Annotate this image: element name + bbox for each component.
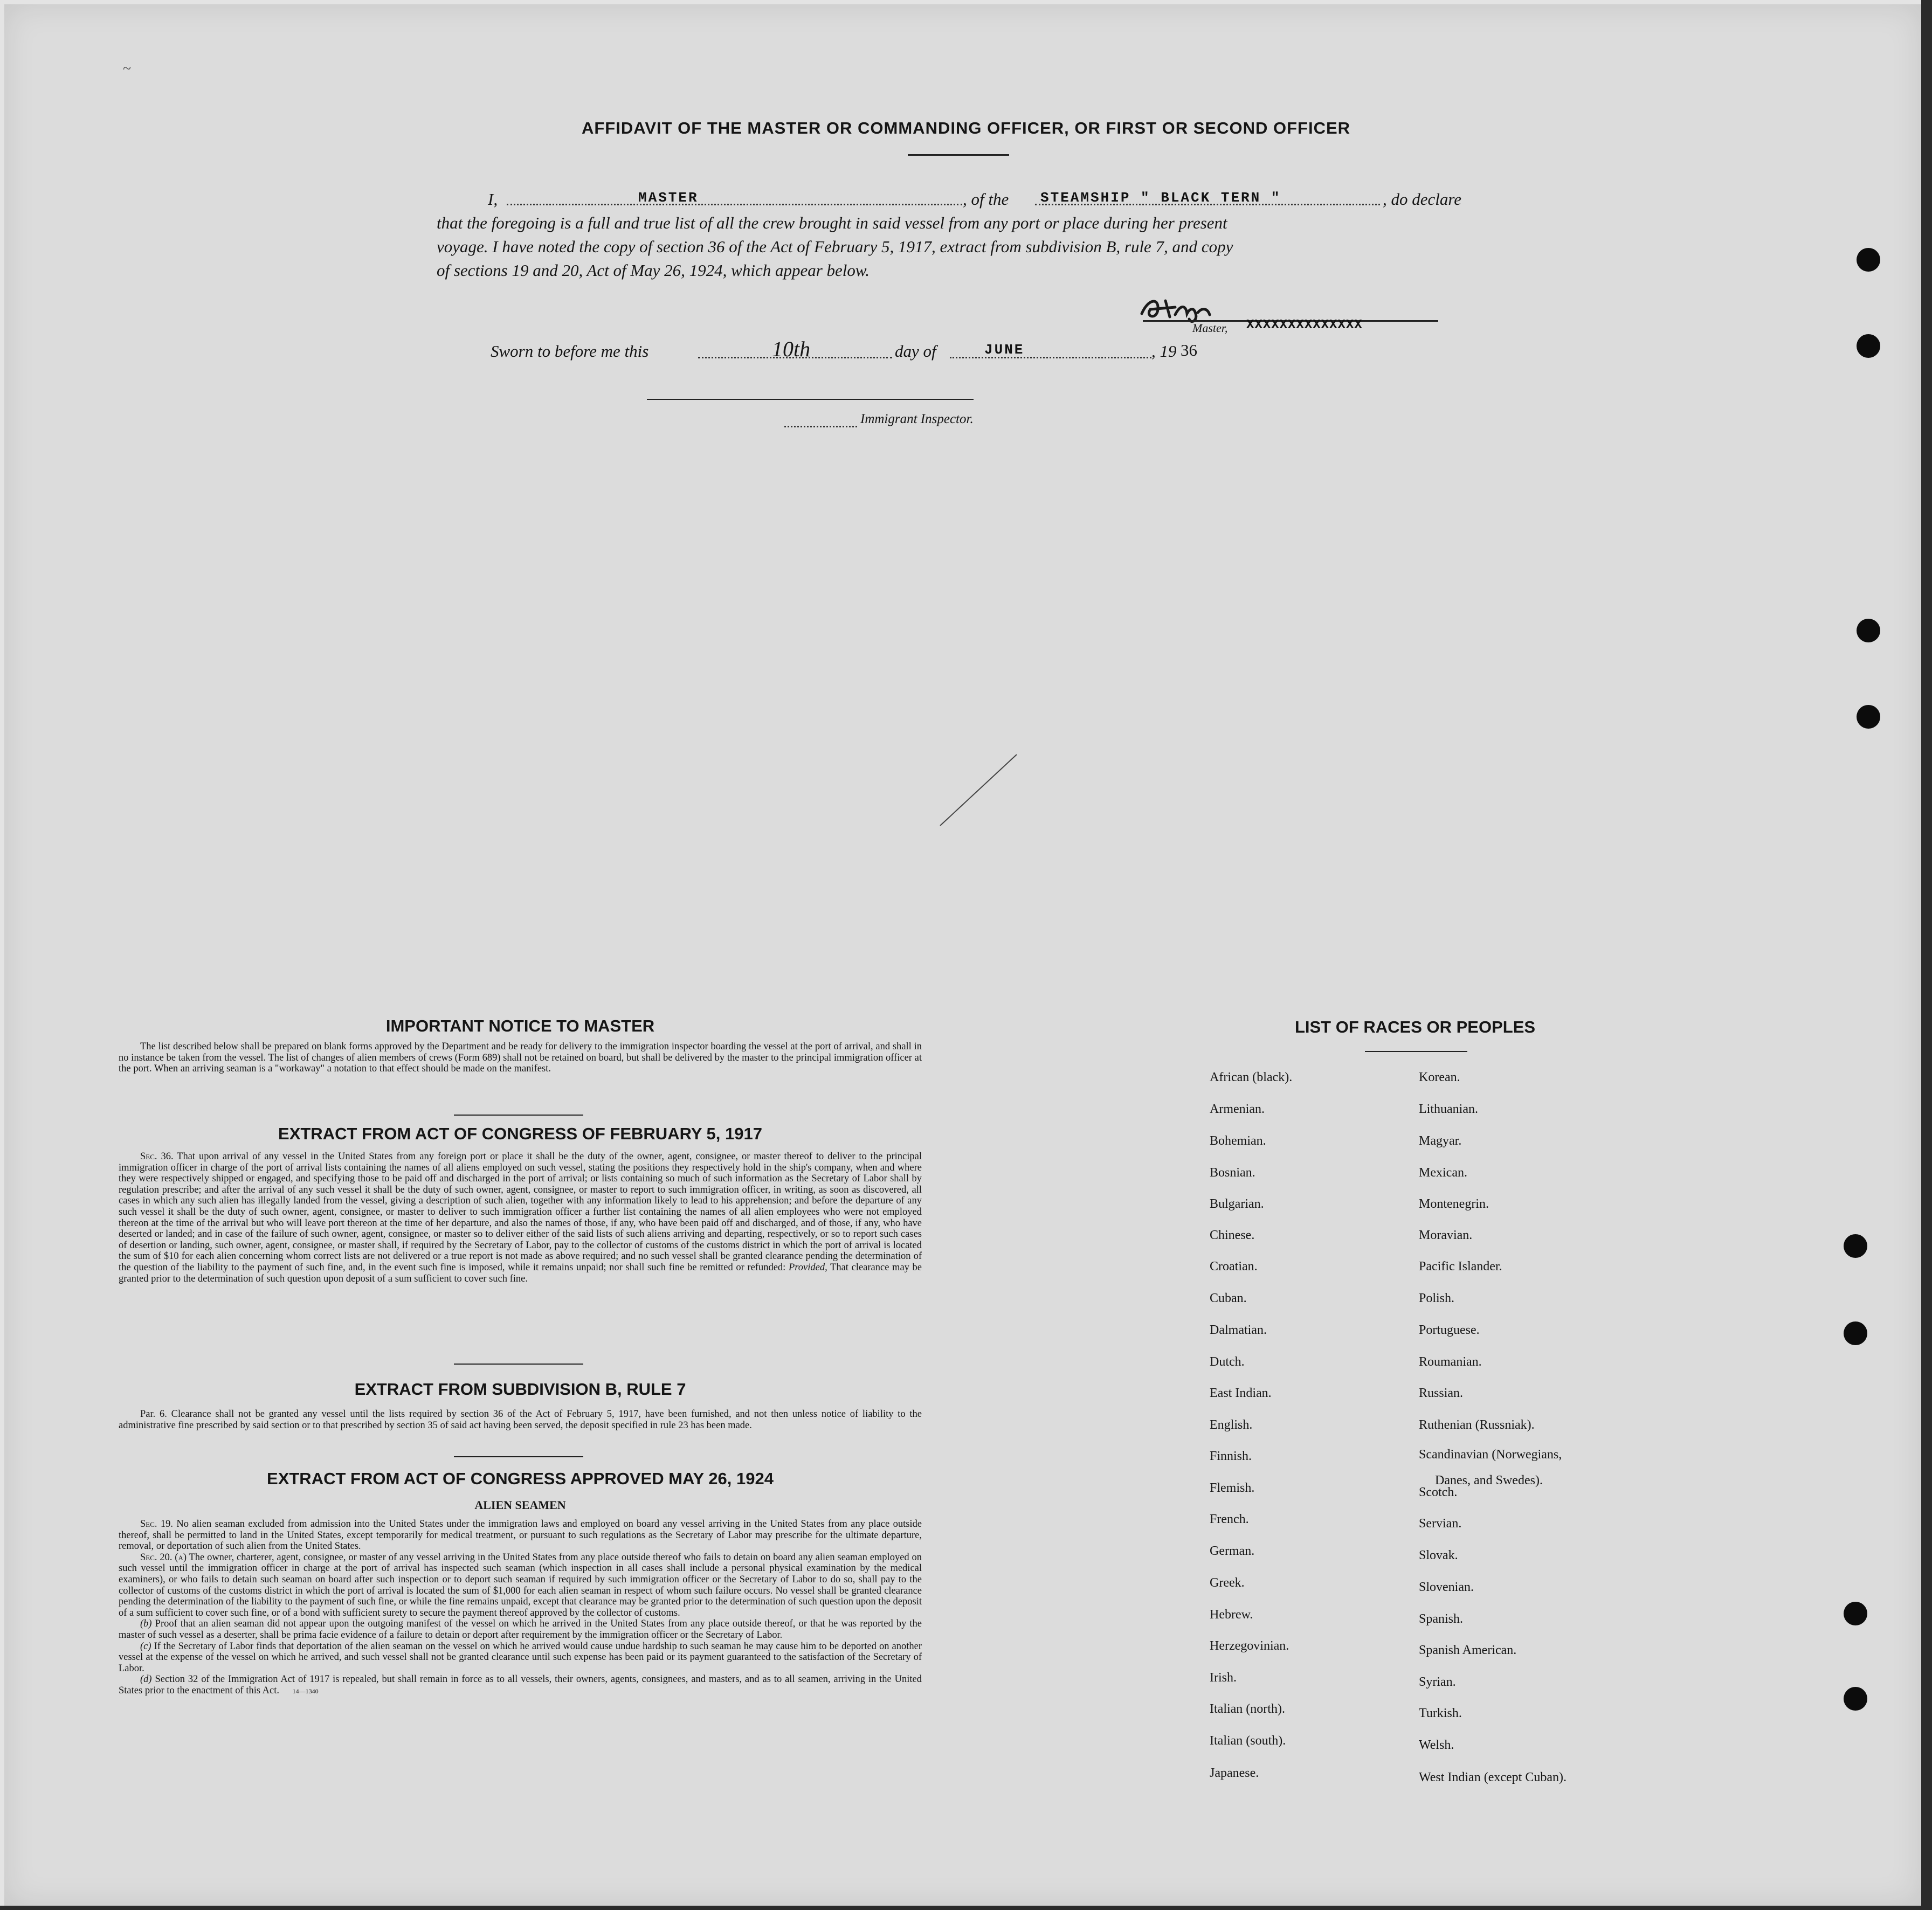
do-declare-label: , do declare (1383, 190, 1462, 209)
race-right-item: Korean. (1419, 1070, 1460, 1084)
race-right-item: Roumanian. (1419, 1355, 1482, 1369)
race-right-item: Slovak. (1419, 1548, 1458, 1562)
struck-text: XXXXXXXXXXXXXX (1246, 318, 1363, 333)
scan-edge-bottom (0, 1906, 1932, 1910)
month-value: JUNE (984, 342, 1025, 358)
of-the-label: , of the (963, 190, 1009, 209)
extract-1917-paragraph (119, 1151, 922, 1284)
affidavit-title: AFFIDAVIT OF THE MASTER OR COMMANDING OFFICER, OR FIRST OR SECOND OFFICER (581, 119, 1351, 137)
title-rule (908, 154, 1009, 156)
race-right-item: Russian. (1419, 1386, 1464, 1400)
race-right-item: Turkish. (1419, 1706, 1462, 1720)
sec-20d-text: Section 32 of the Immigration Act of 1917 is repealed, but shall remain in force as to all vessels, their owners, agents, consignees, and masters, and as to all seamen, arriving in the United States prior to the enactment of this Act. (119, 1674, 922, 1696)
sec-20a-paragraph (119, 1552, 922, 1619)
year-value: 36 (1181, 341, 1197, 359)
year-prefix: , 19 (1151, 342, 1177, 361)
rank-value: MASTER (638, 190, 699, 206)
notice-paragraph: The list described below shall be prepared on blank forms approved by the Department and be ready for delivery to the immigration inspector boarding the vessel at the port of arrival, and shall in no instance be taken from the vessel. The list of changes of alien members of crews (Form 689) shall not be retained on board, but shall be delivered by the master to the principal immigration officer at the port. When an arriving seaman is a "workaway" a notation to that effect should be made on the manifest. (119, 1041, 922, 1075)
race-left-item: Greek. (1210, 1576, 1245, 1590)
race-left-item: Armenian. (1210, 1102, 1265, 1116)
binder-hole-7 (1844, 1602, 1867, 1625)
affidavit-line-4: of sections 19 and 20, Act of May 26, 1924, which appear below. (437, 261, 870, 280)
affidavit-line-2: that the foregoing is a full and true list of all the crew brought in said vessel from any port or place during her present (437, 213, 1227, 232)
binder-hole-4 (1857, 705, 1880, 729)
sec-36-text: That upon arrival of any vessel in the United States from any foreign port or place it shall be the duty of the owner, agent, consignee, or master thereof to deliver to the principal immigration officer in charge of the port of arrival lists containing the names of all aliens employed on such vessel, stating the positions they respectively hold in the ship's company, when and where they were respectively shipped or engaged, and specifying those to be paid off and discharged in the port of arrival; or lists containing so much of such information as the Secretary of Labor shall by regulation prescribe; and after the arrival of any such vessel it shall be the duty of such owner, agent, consignee, or master to report to such immigration officer, in writing, as soon as discovered, all cases in which any such alien has illegally landed from the vessel, giving a description of such alien, together with any information likely to lead to his apprehension; and before the departure of any such vessel it shall be the duty of such owner, agent, consignee, or master to deliver to such immigration officer a further list containing the names of all alien employees who were not employed thereon at the time of the arrival but who will leave port thereon at the time of her departure, and also the names of those, if any, who have been paid off and discharged, and of those, if any, who have deserted or landed; and in case of the failure of such owner, agent, consignee, or master so to deliver either of the said lists of such aliens arriving and departing, respectively, or so to report such cases of desertion or landing, such owner, agent, consignee, or master shall, if required by the Secretary of Labor, pay to the collector of customs of the customs district in which the port of arrival is located the sum of $10 for each alien concerning whom correct lists are not delivered or a true report is not made as above required; and no such vessel shall be granted clearance pending the determination of the question of the liability to the payment of such fine, and, in the event such fine is imposed, while it remains unpaid; nor shall such fine be remitted or refunded: (119, 1151, 922, 1273)
vessel-value: STEAMSHIP " BLACK TERN " (1040, 190, 1281, 206)
binder-hole-5 (1844, 1234, 1867, 1258)
race-right-item: Moravian. (1419, 1228, 1473, 1242)
scan-edge-right (1921, 0, 1932, 1910)
sec-20b-label: (b) (140, 1618, 152, 1630)
race-left-item: Irish. (1210, 1671, 1237, 1685)
rule7-paragraph: Par. 6. Clearance shall not be granted any vessel until the lists required by section 36 of the Act of February 5, 1917, have been furnished, and not then unless notice of liability to the administrative fine prescribed by said section or to that prescribed by section 35 of said act having been served, the deposit specified in rule 23 has been made. (119, 1409, 922, 1431)
affidavit-line-3: voyage. I have noted the copy of section 36 of the Act of February 5, 1917, extract from subdivision B, rule 7, and copy (437, 237, 1233, 256)
sec-20a-label: Sec. 20. (a) (140, 1552, 187, 1563)
sec-20a-text: The owner, charterer, agent, consignee, or master of any vessel arriving in the United States from any place outside thereof who fails to detain on board any alien seaman employed on such vessel until the immigration officer in charge at the port of arrival has inspected such seaman (which inspection in all cases shall include a personal physical examination by the medical examiners), or who fails to detain such seaman on board after such inspection or to deport such seaman if required by such immigration officer or the Secretary of Labor to do so, shall pay to the collector of customs of the customs district in which the port of arrival is located the sum of $1,000 for each alien seaman in respect of whom such failure occurs. No vessel shall be granted clearance pending the determination of the liability to the payment of such fine, or while the fine remains unpaid, except that clearance may be granted prior to the determination of such question upon the deposit of a sum sufficient to cover such fine, or of a bond with sufficient surety to secure the payment thereof approved by the collector of customs. (119, 1552, 922, 1618)
races-title-rule (1365, 1051, 1467, 1052)
race-left-item: Italian (north). (1210, 1702, 1285, 1716)
race-right-item: Pacific Islander. (1419, 1260, 1502, 1274)
sec-19-label: Sec. 19. (140, 1519, 173, 1530)
master-label: Master, (1192, 321, 1228, 335)
binder-hole-3 (1857, 619, 1880, 642)
race-left-item: Bulgarian. (1210, 1197, 1264, 1211)
binder-hole-6 (1844, 1321, 1867, 1345)
binder-hole-1 (1857, 248, 1880, 272)
month-line (950, 357, 1151, 358)
race-left-item: English. (1210, 1418, 1253, 1432)
sec-20c-paragraph (119, 1641, 922, 1674)
sec-20c-text: If the Secretary of Labor finds that deportation of the alien seaman on the vessel on which he arrived would cause undue hardship to such seaman he may cause him to be deported on another vessel at the expense of the vessel on which he arrived, and such vessel shall not be granted clearance until such expense has been paid or its payment guaranteed to the satisfaction of the Secretary of Labor. (119, 1641, 922, 1674)
race-left-item: Dalmatian. (1210, 1323, 1267, 1337)
sec-20b-paragraph (119, 1618, 922, 1641)
sec-20b-text: Proof that an alien seaman did not appear upon the outgoing manifest of the vessel on which he arrived in the United States from any place outside thereof, or that he was reported by the master of such vessel as a deserter, shall be prima facie evidence of a failure to detain or deport after requirement by the immigration officer or the Secretary of Labor. (119, 1618, 922, 1641)
race-right-item: Portuguese. (1419, 1323, 1480, 1337)
rank-line (507, 204, 962, 205)
race-left-item: Bohemian. (1210, 1134, 1266, 1148)
race-right-item: Ruthenian (Russniak). (1419, 1418, 1535, 1432)
inspector-name-line (784, 426, 857, 427)
form-number: 14—1340 (292, 1687, 319, 1695)
race-left-item: African (black). (1210, 1070, 1293, 1084)
binder-hole-8 (1844, 1687, 1867, 1711)
race-right-item: Servian. (1419, 1517, 1462, 1531)
day-value: 10th (772, 337, 811, 361)
extract-1924-body (119, 1519, 922, 1697)
rule7-body (119, 1409, 922, 1431)
extract-1917-title: EXTRACT FROM ACT OF CONGRESS OF FEBRUARY 5, 1917 (278, 1124, 762, 1143)
inspector-label: Immigrant Inspector. (860, 412, 974, 426)
race-right-item: Mexican. (1419, 1166, 1467, 1180)
race-left-item: Italian (south). (1210, 1734, 1286, 1748)
race-left-item: German. (1210, 1544, 1255, 1558)
rule7-title: EXTRACT FROM SUBDIVISION B, RULE 7 (354, 1380, 686, 1399)
race-left-item: Cuban. (1210, 1291, 1247, 1305)
race-left-item: Herzegovinian. (1210, 1639, 1289, 1653)
race-right-item: Spanish American. (1419, 1643, 1517, 1657)
race-left-item: East Indian. (1210, 1386, 1272, 1400)
proviso-text: That clearance may be granted prior to the determination of such question upon deposit of a sum sufficient to cover such fine. (119, 1262, 922, 1284)
race-right-item: Montenegrin. (1419, 1197, 1489, 1211)
rule7-rule (454, 1456, 583, 1457)
race-left-item: French. (1210, 1512, 1249, 1526)
race-left-item: Hebrew. (1210, 1608, 1253, 1622)
extract-1917-body (119, 1151, 922, 1284)
notice-title: IMPORTANT NOTICE TO MASTER (385, 1016, 655, 1035)
race-left-item: Croatian. (1210, 1260, 1258, 1274)
race-left-item: Flemish. (1210, 1481, 1255, 1495)
notice-body (119, 1041, 922, 1075)
race-right-item: Polish. (1419, 1291, 1455, 1305)
race-right-item: Welsh. (1419, 1738, 1454, 1752)
race-left-item: Finnish. (1210, 1449, 1252, 1463)
race-right-item: Spanish. (1419, 1612, 1464, 1626)
race-left-item: Japanese. (1210, 1766, 1259, 1780)
race-right-item: Lithuanian. (1419, 1102, 1478, 1116)
race-right-item: West Indian (except Cuban). (1419, 1770, 1567, 1784)
proviso-label: Provided, (788, 1262, 827, 1273)
notice-rule (454, 1115, 583, 1116)
race-left-item: Bosnian. (1210, 1166, 1255, 1180)
race-right-item: Magyar. (1419, 1134, 1462, 1148)
sworn-label: Sworn to before me this (491, 342, 649, 361)
inspector-signature-line (647, 399, 974, 400)
sec-19-text: No alien seaman excluded from admission into the United States under the immigration laws and employed on board any vessel arriving in the United States from any place outside thereof, shall be permitted to land in the United States, except temporarily for medical treatment, or pursuant to such regulations as the Secretary of Labor may prescribe for the ultimate departure, removal, or deportation of such alien from the United States. (119, 1519, 922, 1552)
race-right-item: Scotch. (1419, 1485, 1458, 1499)
races-title: LIST OF RACES OR PEOPLES (1294, 1018, 1536, 1036)
alien-seamen-subtitle: ALIEN SEAMEN (474, 1498, 566, 1512)
day-of-label: day of (895, 342, 936, 361)
extract-1917-rule (454, 1364, 583, 1365)
race-left-item: Dutch. (1210, 1355, 1245, 1369)
sec-20d-paragraph (119, 1674, 922, 1697)
binder-hole-2 (1857, 334, 1880, 358)
race-right-continuation: Danes, and Swedes). (1435, 1473, 1543, 1487)
sec-20c-label: (c) (140, 1641, 151, 1652)
race-right-item: Scandinavian (Norwegians, (1419, 1448, 1562, 1462)
race-right-item: Syrian. (1419, 1675, 1456, 1689)
stray-pen-mark (936, 750, 1022, 831)
extract-1924-title: EXTRACT FROM ACT OF CONGRESS APPROVED MAY 26, 1924 (267, 1469, 774, 1488)
margin-scribble: ~ (123, 60, 132, 77)
race-left-item: Chinese. (1210, 1228, 1255, 1242)
sec-20d-label: (d) (140, 1674, 152, 1685)
sec-19-paragraph (119, 1519, 922, 1552)
i-label: I, (488, 190, 498, 209)
sec-36-label: Sec. 36. (140, 1151, 174, 1162)
race-right-item: Slovenian. (1419, 1580, 1474, 1594)
